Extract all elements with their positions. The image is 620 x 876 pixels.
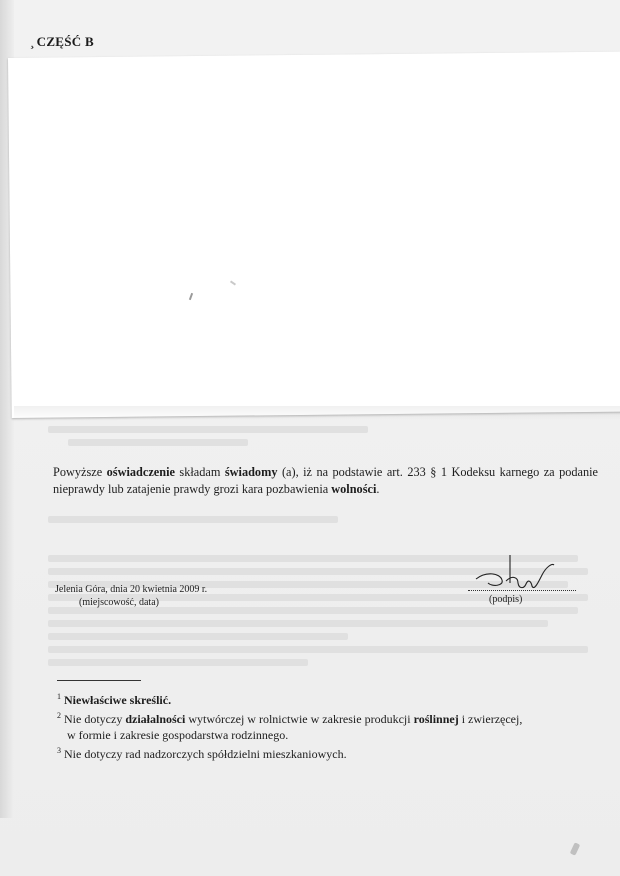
footnote-text: działalności <box>125 712 186 726</box>
statement-bold: świadomy <box>224 465 278 479</box>
signature-caption: (podpis) <box>489 594 523 605</box>
footnote-text: roślinnej <box>413 712 459 726</box>
footnote-3 <box>57 743 597 762</box>
footnote-number: 1 <box>57 692 61 701</box>
statement-text: Powyższe <box>53 465 107 479</box>
section-title: CZĘŚĆ B <box>36 34 95 49</box>
declaration-statement <box>53 464 598 498</box>
footnote-text: Niewłaściwe skreślić. <box>64 693 172 707</box>
footnote-2 <box>57 708 597 743</box>
statement-text: . <box>376 482 380 496</box>
overlay-blank-sheet <box>8 52 620 418</box>
statement-text: (a), iż na podstawie art. 233 § 1 Kodeksu karnego za podanie nieprawdy lub zatajenie prawdy grozi kara pozbawienia <box>53 465 599 496</box>
footnote-number: 2 <box>57 711 61 720</box>
footnote-1 <box>57 689 597 708</box>
footnote-text: i zwierzęcej, <box>458 712 523 726</box>
handwritten-signature <box>466 553 556 595</box>
footnote-rule <box>57 680 141 681</box>
place-date: Jelenia Góra, dnia 20 kwietnia 2009 r. <box>55 584 208 595</box>
section-mark: ¸ <box>30 34 35 49</box>
statement-text: składam <box>174 465 225 479</box>
statement-bold: oświadczenie <box>106 465 175 479</box>
footnotes <box>57 689 597 762</box>
place-date-caption: (miejscowość, data) <box>79 597 159 608</box>
footnote-text: Nie dotyczy rad nadzorczych spółdzielni mieszkaniowych. <box>64 747 347 761</box>
statement-bold: wolności <box>331 482 377 496</box>
footnote-number: 3 <box>57 746 61 755</box>
footnote-text: w formie i zakresie gospodarstwa rodzinnego. <box>67 728 289 742</box>
footnote-text: wytwórczej w rolnictwie w zakresie produkcji <box>185 712 414 726</box>
section-header <box>30 34 94 50</box>
sheet-fold-shadow <box>14 406 620 420</box>
footnote-text: Nie dotyczy <box>64 712 126 726</box>
show-through-text <box>48 420 598 672</box>
